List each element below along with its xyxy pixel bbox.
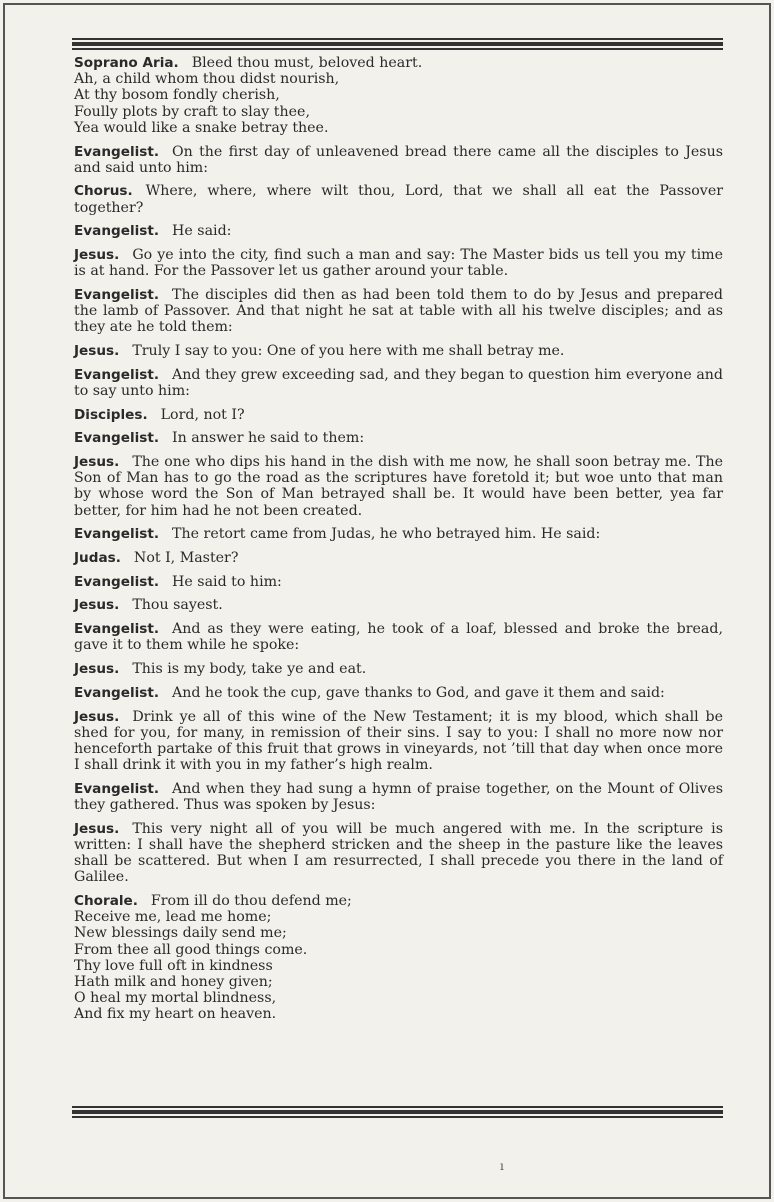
verse-line: Bleed thou must, beloved heart. (191, 55, 423, 71)
libretto-paragraph (74, 454, 723, 519)
speech-text: This is my body, take ye and eat. (132, 661, 367, 678)
libretto-paragraph (74, 893, 723, 1023)
speech-text: Thou sayest. (132, 597, 223, 614)
libretto-paragraph (74, 407, 723, 423)
speech-text: Where, where, where wilt thou, Lord, that we shall all eat the Passover together? (74, 183, 723, 216)
libretto-paragraph (74, 183, 723, 215)
speaker-name: Evangelist. (74, 526, 160, 543)
speaker-name: Jesus. (74, 343, 120, 360)
speaker-name: Evangelist. (74, 780, 160, 797)
speaker-name: Chorale. (74, 893, 138, 910)
libretto-paragraph (74, 821, 723, 886)
speech-text: And as they were eating, he took of a loaf, blessed and broke the bread, gave it to them while he spoke: (74, 621, 723, 654)
speaker-name: Evangelist. (74, 621, 160, 638)
libretto-text (74, 55, 723, 1030)
libretto-paragraph (74, 55, 723, 136)
libretto-paragraph (74, 223, 723, 239)
speaker-name: Jesus. (74, 597, 120, 614)
speaker-name: Jesus. (74, 708, 120, 725)
verse-line: From ill do thou defend me; (150, 893, 352, 910)
speech-text: The retort came from Judas, he who betrayed him. He said: (172, 526, 601, 543)
speech-text: Lord, not I? (160, 406, 245, 423)
speaker-name: Chorus. (74, 183, 133, 200)
top-double-rule (72, 38, 723, 50)
speech-text: Not I, Master? (133, 550, 239, 567)
speech-text: Drink ye all of this wine of the New Testament; it is my blood, which shall be shed for you, for many, in remission of their sins. I say to you: I shall no more now nor henceforth partake of this fruit that grows in vineyards, not ’till that day when once more I shall drink it with you in my father’s high realm. (74, 708, 723, 774)
speaker-name: Jesus. (74, 661, 120, 678)
libretto-paragraph (74, 144, 723, 176)
verse-line: At thy bosom fondly cherish, (74, 87, 280, 104)
speaker-name: Evangelist. (74, 573, 160, 590)
verse-line: Foully plots by craft to slay thee, (74, 103, 310, 120)
libretto-paragraph (74, 709, 723, 774)
libretto-paragraph (74, 287, 723, 336)
speech-text: He said to him: (172, 573, 282, 590)
speaker-name: Soprano Aria. (74, 55, 179, 71)
libretto-paragraph (74, 367, 723, 399)
speaker-name: Evangelist. (74, 286, 160, 303)
speech-text: This very night all of you will be much angered with me. In the scripture is written: I shall have the shepherd stricken and the sheep in the pasture like the leaves shall be scattered. But when I am resurrected, I shall precede you there in the land of Galilee. (74, 820, 723, 886)
verse-line: Hath milk and honey given; (74, 974, 273, 991)
verse-line: Thy love full oft in kindness (74, 957, 273, 974)
speech-text: On the first day of unleavened bread there came all the disciples to Jesus and said unto him: (74, 143, 723, 176)
verse-line: And fix my heart on heaven. (74, 1006, 277, 1023)
speaker-name: Evangelist. (74, 223, 160, 240)
bottom-double-rule (72, 1106, 723, 1118)
libretto-paragraph (74, 430, 723, 446)
speech-text: And when they had sung a hymn of praise together, on the Mount of Olives they gathered. Thus was spoken by Jesus: (74, 780, 723, 814)
libretto-paragraph (74, 661, 723, 677)
speaker-name: Evangelist. (74, 430, 160, 447)
speech-text: Go ye into the city, find such a man and say: The Master bids us tell you my time is at hand. For the Passover let us gather around your table. (74, 247, 723, 280)
speaker-name: Disciples. (74, 406, 148, 423)
speech-text: And they grew exceeding sad, and they began to question him everyone and to say unto him: (74, 366, 723, 399)
speaker-name: Jesus. (74, 247, 120, 264)
speech-text: Truly I say to you: One of you here with me shall betray me. (132, 343, 565, 360)
verse-line: Yea would like a snake betray thee. (74, 119, 329, 136)
speaker-name: Evangelist. (74, 684, 160, 701)
libretto-paragraph (74, 685, 723, 701)
libretto-paragraph (74, 621, 723, 653)
libretto-paragraph (74, 526, 723, 542)
speaker-name: Judas. (74, 550, 121, 567)
speaker-name: Evangelist. (74, 143, 160, 160)
speech-text: The disciples did then as had been told them to do by Jesus and prepared the lamb of Passover. And that night he sat at table with all his twelve disciples; and as they ate he told them: (74, 286, 723, 336)
verse-line: New blessings daily send me; (74, 925, 287, 942)
speaker-name: Jesus. (74, 454, 120, 471)
libretto-paragraph (74, 781, 723, 813)
speech-text: The one who dips his hand in the dish with me now, he shall soon betray me. The Son of Man has to go the road as the scriptures have foretold it; but woe unto that man by whose word the Son of Man betrayed shall be. It would have been better, yea far better, for him had he not been created. (74, 454, 723, 519)
verse-line: O heal my mortal blindness, (74, 990, 277, 1007)
speech-text: In answer he said to them: (172, 430, 365, 447)
speech-text: And he took the cup, gave thanks to God, and gave it them and said: (172, 684, 665, 701)
verse-line: Ah, a child whom thou didst nourish, (74, 71, 340, 88)
page-footer-mark: ı (500, 1159, 504, 1173)
libretto-paragraph (74, 343, 723, 359)
speaker-name: Jesus. (74, 820, 120, 837)
libretto-paragraph (74, 247, 723, 279)
speaker-name: Evangelist. (74, 366, 160, 383)
libretto-paragraph (74, 597, 723, 613)
verse-line: Receive me, lead me home; (74, 909, 272, 926)
verse-line: From thee all good things come. (74, 941, 308, 958)
speech-text: He said: (172, 223, 232, 240)
libretto-paragraph (74, 550, 723, 566)
libretto-paragraph (74, 574, 723, 590)
